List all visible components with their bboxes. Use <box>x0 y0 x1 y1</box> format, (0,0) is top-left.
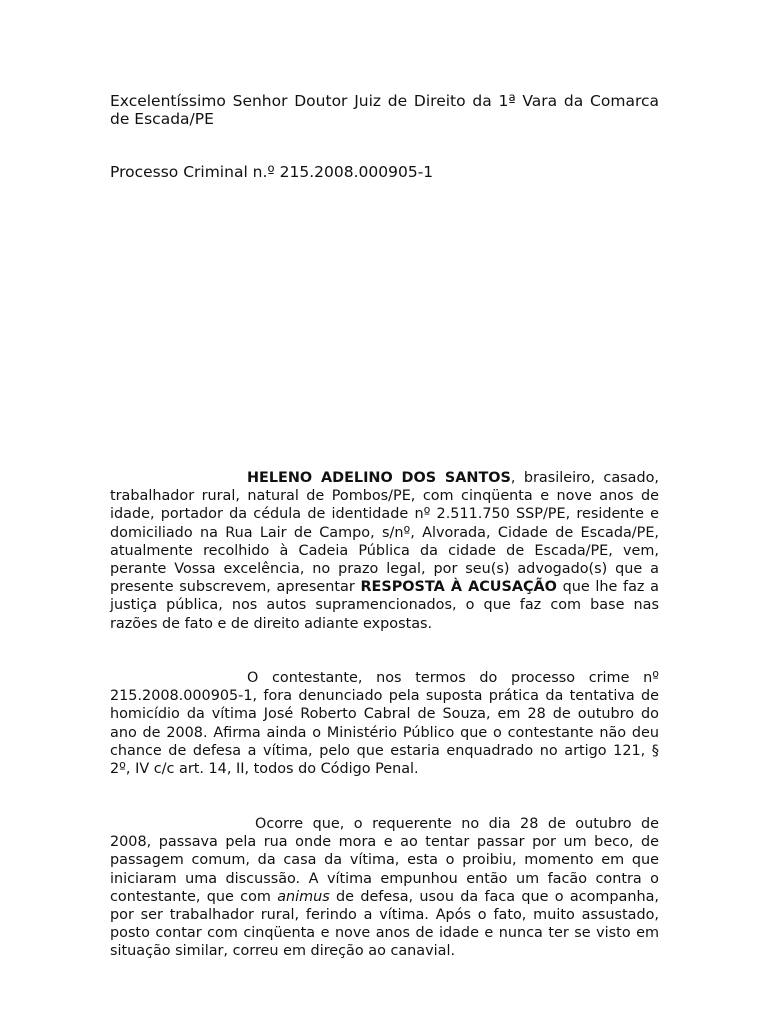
paragraph1-text-c: que lhe faz a justiça pública, nos autos supramencionados, o que faz com base nas razões de fato e de direito adiante expostas. <box>110 579 659 632</box>
defendant-name: HELENO ADELINO DOS SANTOS <box>247 470 511 486</box>
addressee-heading: Excelentíssimo Senhor Doutor Juiz de Direito da 1ª Vara da Comarca de Escada/PE <box>110 92 659 128</box>
paragraph-facts <box>110 815 659 961</box>
paragraph2-text: O contestante, nos termos do processo crime nº 215.2008.000905-1, fora denunciado pela suposta prática da tentativa de homicídio da vítima José Roberto Cabral de Souza, em 28 de outubro do ano de 2008. Afirma ainda o Ministério Público que o contestante não deu chance de defesa a vítima, pelo que estaria enquadrado no artigo 121, § 2º, IV c/c art. 14, II, todos do Código Penal. <box>110 670 659 778</box>
paragraph1-text-a: , brasileiro, casado, trabalhador rural, natural de Pombos/PE, com cinqüenta e nove anos de idade, portador da cédula de identidade nº 2.511.750 SSP/PE, residente e domiciliado na Rua Lair de Campo, s/nº, Alvorada, Cidade de Escada/PE, atualmente recolhido à Cadeia Pública da cidade de Escada/PE, vem, perante Vossa excelência, no prazo legal, por seu(s) advogado(s) que a presente subscrevem, apresentar <box>110 470 659 596</box>
paragraph-accusation <box>110 669 659 778</box>
animus-italic: animus <box>277 888 330 905</box>
process-number: Processo Criminal n.º 215.2008.000905-1 <box>110 163 434 181</box>
paragraph3-text-a: Ocorre que, o requerente no dia 28 de outubro de 2008, passava pela rua onde mora e ao tentar passar por um beco, de passagem comum, da casa da vítima, esta o proibiu, momento em que iniciaram uma discussão. A vítima empunhou então um facão contra o contestante, que com <box>110 816 659 905</box>
document-type-bold: RESPOSTA À ACUSAÇÃO <box>360 579 557 596</box>
paragraph3-text-c: de defesa, usou da faca que o acompanha, por ser trabalhador rural, ferindo a vítima. Após o fato, muito assustado, posto contar com cinqüenta e nove anos de idade e nunca ter se visto em situação similar, correu em direção ao canavial. <box>110 888 659 960</box>
paragraph-qualification <box>110 469 659 633</box>
